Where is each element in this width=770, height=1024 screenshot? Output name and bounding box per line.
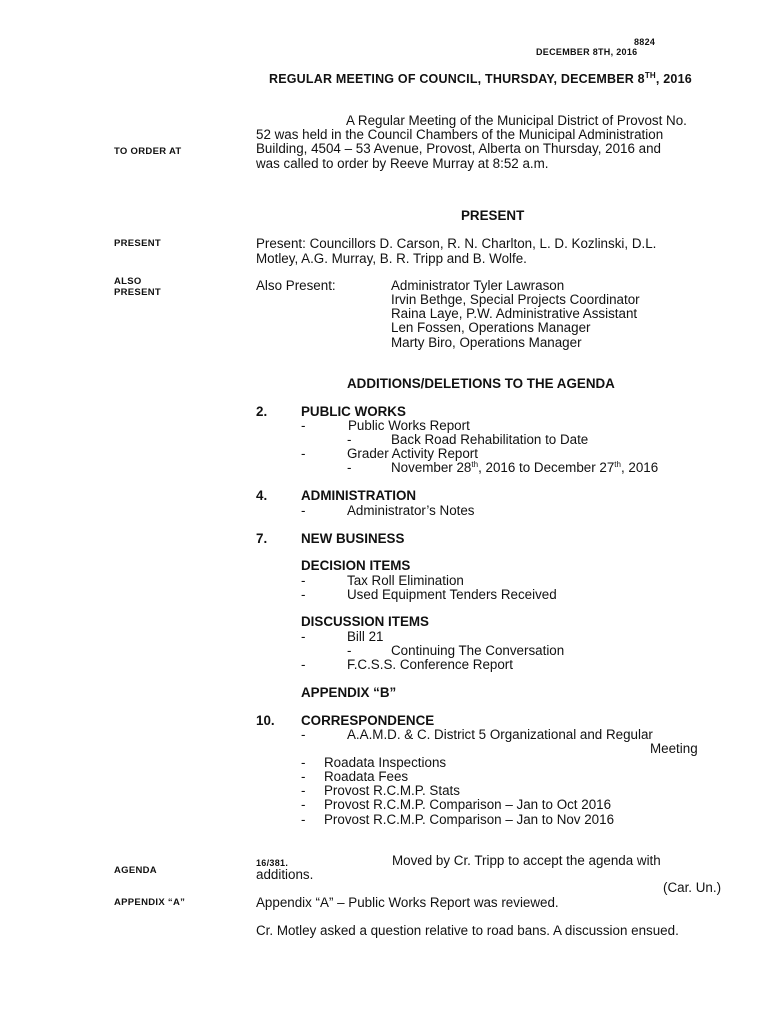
motion-text-line-1: Moved by Cr. Tripp to accept the agenda with [392, 853, 661, 868]
list-dash: - [301, 797, 306, 812]
agenda-item: Public Works Report [348, 418, 470, 433]
margin-agenda: AGENDA [114, 865, 157, 876]
margin-to-order-at: TO ORDER AT [114, 146, 182, 157]
agenda-item-continuation: Meeting [650, 741, 698, 756]
section-number: 10. [256, 713, 275, 728]
intro-line-2: 52 was held in the Council Chambers of the Municipal Administration [256, 127, 664, 142]
agenda-item: Provost R.C.M.P. Stats [324, 783, 460, 798]
margin-appendix-a: APPENDIX “A” [114, 897, 186, 908]
appendix-b-heading: APPENDIX “B” [301, 685, 397, 700]
intro-line-1: A Regular Meeting of the Municipal District of Provost No. [346, 113, 687, 128]
list-dash: - [301, 573, 306, 588]
list-dash: - [301, 783, 306, 798]
margin-also-present: PRESENT [114, 287, 161, 298]
agenda-item: Roadata Fees [324, 769, 409, 784]
list-dash: - [301, 727, 306, 742]
agenda-item: Provost R.C.M.P. Comparison – Jan to Nov 2016 [324, 812, 615, 827]
title-main: REGULAR MEETING OF COUNCIL, THURSDAY, DECEMBER 8 [269, 72, 645, 86]
section-title-administration: ADMINISTRATION [301, 488, 417, 503]
list-dash: - [301, 446, 306, 461]
motion-result: (Car. Un.) [663, 880, 722, 895]
list-dash: - [347, 643, 352, 658]
present-line-2: Motley, A.G. Murray, B. R. Tripp and B. Wolfe. [256, 251, 527, 266]
ordinal-sup: th [471, 460, 479, 469]
agenda-item: Bill 21 [347, 629, 384, 644]
agenda-subitem: Back Road Rehabilitation to Date [391, 432, 589, 447]
list-dash: - [347, 432, 352, 447]
agenda-item: Provost R.C.M.P. Comparison – Jan to Oct 2016 [324, 797, 612, 812]
present-line-1: Present: Councillors D. Carson, R. N. Charlton, L. D. Kozlinski, D.L. [256, 236, 657, 251]
section-number: 7. [256, 531, 268, 546]
agenda-item: Administrator’s Notes [347, 503, 475, 518]
also-present-name: Administrator Tyler Lawrason [391, 278, 565, 293]
present-heading: PRESENT [461, 208, 525, 223]
list-dash: - [301, 657, 306, 672]
date-text: , 2016 [620, 460, 659, 475]
agenda-heading: ADDITIONS/DELETIONS TO THE AGENDA [347, 376, 615, 391]
list-dash: - [301, 755, 306, 770]
agenda-item: A.A.M.D. & C. District 5 Organizational and Regular [347, 727, 653, 742]
appendix-a-text: Appendix “A” – Public Works Report was reviewed. [256, 895, 559, 910]
also-present-label: Also Present: [256, 278, 336, 293]
date-text: , 2016 to December 27 [478, 460, 615, 475]
margin-present: PRESENT [114, 238, 161, 249]
section-title-public-works: PUBLIC WORKS [301, 404, 406, 419]
ordinal-sup: th [614, 460, 621, 469]
motion-number: 16/381. [256, 858, 289, 868]
also-present-name: Raina Laye, P.W. Administrative Assistant [391, 306, 638, 321]
list-dash: - [301, 629, 306, 644]
section-title-correspondence: CORRESPONDENCE [301, 713, 435, 728]
section-title-new-business: NEW BUSINESS [301, 531, 405, 546]
decision-items-heading: DECISION ITEMS [301, 558, 411, 573]
also-present-name: Marty Biro, Operations Manager [391, 335, 582, 350]
list-dash: - [347, 460, 352, 475]
agenda-item: Roadata Inspections [324, 755, 447, 770]
intro-line-3: Building, 4504 – 53 Avenue, Provost, Alberta on Thursday, 2016 and [256, 141, 661, 156]
also-present-name: Len Fossen, Operations Manager [391, 320, 591, 335]
list-dash: - [301, 812, 306, 827]
list-dash: - [301, 418, 306, 433]
motion-text-line-2: additions. [256, 867, 314, 882]
section-number: 2. [256, 404, 268, 419]
page-number: 8824 [634, 37, 656, 47]
discussion-items-heading: DISCUSSION ITEMS [301, 614, 429, 629]
agenda-item: Tax Roll Elimination [347, 573, 464, 588]
also-present-name: Irvin Bethge, Special Projects Coordinator [391, 292, 640, 307]
section-number: 4. [256, 488, 268, 503]
page-title [269, 72, 692, 86]
date-text: November 28 [391, 460, 472, 475]
title-tail: , 2016 [655, 72, 692, 86]
closing-text: Cr. Motley asked a question relative to road bans. A discussion ensued. [256, 923, 679, 938]
agenda-item: Used Equipment Tenders Received [347, 587, 557, 602]
agenda-item: Grader Activity Report [347, 446, 478, 461]
agenda-subitem: Continuing The Conversation [391, 643, 565, 658]
header-date: DECEMBER 8TH, 2016 [536, 47, 638, 57]
intro-line-4: was called to order by Reeve Murray at 8:52 a.m. [256, 156, 549, 171]
agenda-item: F.C.S.S. Conference Report [347, 657, 513, 672]
list-dash: - [301, 503, 306, 518]
list-dash: - [301, 587, 306, 602]
margin-also: ALSO [114, 276, 142, 287]
list-dash: - [301, 769, 306, 784]
agenda-subitem [391, 461, 658, 475]
title-sup: TH [644, 71, 656, 80]
